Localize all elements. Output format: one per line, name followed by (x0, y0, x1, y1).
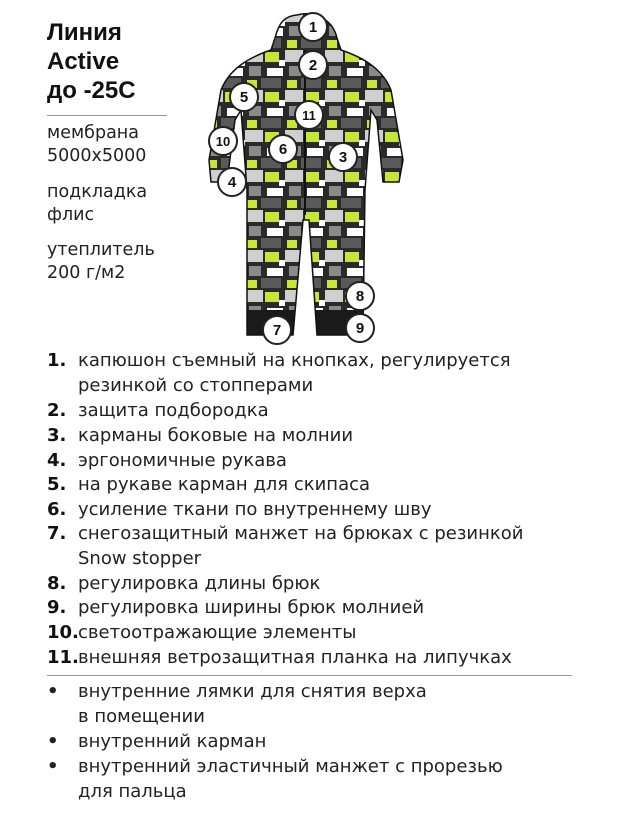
spec-label: мембрана (47, 123, 139, 143)
title-line-2: Active (47, 48, 120, 75)
callout-5: 5 (229, 82, 259, 112)
item-text-cont: Snow stopper (78, 547, 202, 569)
item-number: 1. (47, 350, 67, 371)
spec-lining (47, 181, 147, 227)
callout-3: 3 (328, 142, 358, 172)
spec-value: флис (47, 205, 95, 225)
item-text: регулировка длины брюк (78, 573, 321, 594)
callout-2: 2 (298, 50, 328, 80)
bullet-icon: • (47, 731, 59, 752)
divider (47, 675, 572, 676)
spec-insulation (47, 239, 155, 285)
item-text: регулировка ширины брюк молнией (78, 597, 425, 618)
callout-1: 1 (298, 12, 328, 42)
item-number: 10. (47, 622, 79, 643)
item-text: внутренний карман (78, 731, 267, 752)
item-text: усиление ткани по внутреннему шву (78, 499, 432, 520)
item-text-cont: резинкой со стопперами (78, 374, 314, 396)
item-text: внутренний эластичный манжет с прорезью (78, 756, 503, 777)
item-number: 2. (47, 400, 67, 421)
callout-9: 9 (345, 313, 375, 343)
spec-membrane (47, 122, 146, 168)
item-number: 3. (47, 425, 67, 446)
item-text: капюшон съемный на кнопках, регулируется (78, 350, 511, 371)
item-number: 9. (47, 597, 67, 618)
callout-6: 6 (268, 134, 298, 164)
item-text: карманы боковые на молнии (78, 425, 354, 446)
divider (47, 115, 167, 116)
spec-value: 200 г/м2 (47, 263, 126, 283)
item-number: 8. (47, 573, 67, 594)
callout-10: 10 (208, 126, 238, 156)
item-number: 5. (47, 474, 67, 495)
callout-11: 11 (294, 100, 324, 130)
item-number: 11. (47, 647, 79, 668)
item-text: внешняя ветрозащитная планка на липучках (78, 647, 512, 668)
title-line-1: Линия (47, 19, 122, 46)
item-number: 7. (47, 523, 67, 544)
item-text: защита подбородка (78, 400, 269, 421)
item-text: на рукаве карман для скипаса (78, 474, 371, 495)
item-number: 4. (47, 450, 67, 471)
callout-8: 8 (345, 281, 375, 311)
spec-label: подкладка (47, 182, 148, 202)
title-line-3: до -25С (47, 77, 136, 104)
bullet-icon: • (47, 756, 59, 777)
spec-value: 5000х5000 (47, 146, 147, 166)
item-number: 6. (47, 499, 67, 520)
item-text: эргономичные рукава (78, 450, 287, 471)
callout-4: 4 (217, 167, 247, 197)
item-text: снегозащитный манжет на брюках с резинкой (78, 523, 524, 544)
item-text-cont: в помещении (78, 705, 205, 727)
bullet-icon: • (47, 681, 59, 702)
product-line-title (47, 18, 136, 105)
spec-label: утеплитель (47, 240, 155, 260)
item-text-cont: для пальца (78, 780, 187, 802)
item-text: светоотражающие элементы (78, 622, 357, 643)
item-text: внутренние лямки для снятия верха (78, 681, 427, 702)
callout-7: 7 (262, 315, 292, 345)
